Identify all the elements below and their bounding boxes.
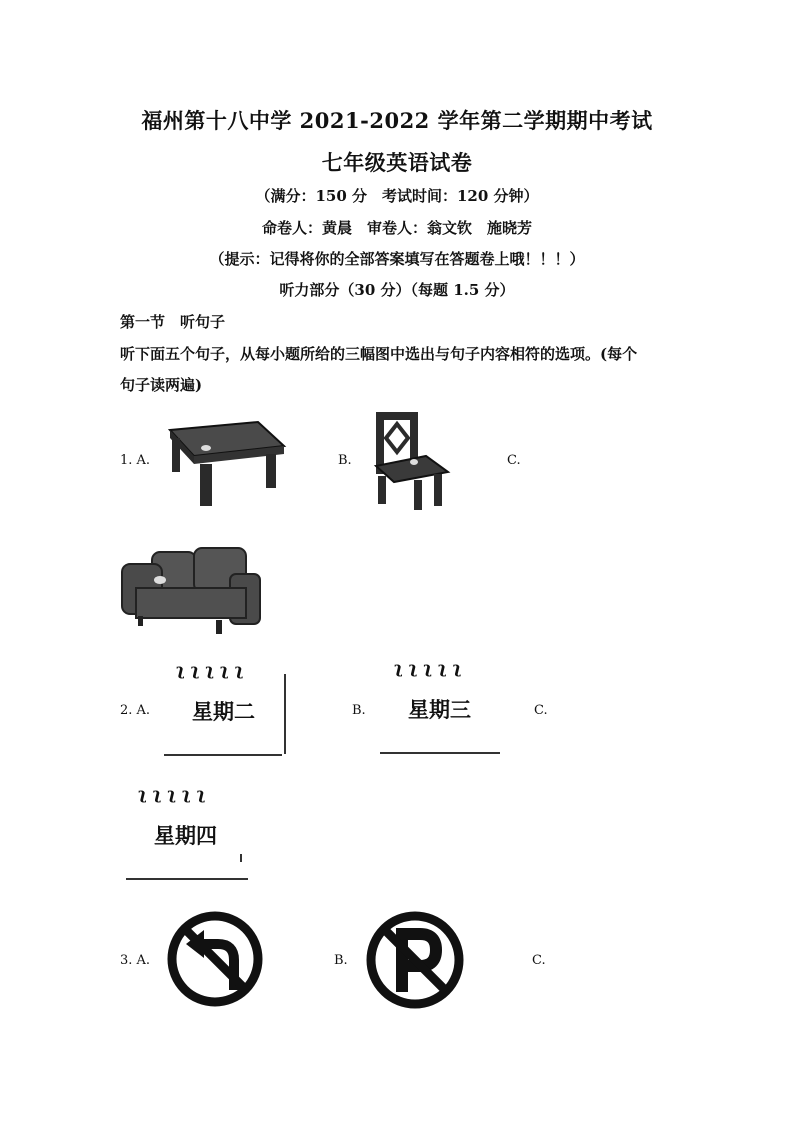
q3-label-c: C. [532, 953, 546, 968]
calendar-thursday [124, 784, 250, 884]
exam-subtitle: 七年级英语试卷 [321, 150, 473, 175]
no-left-turn-icon [164, 910, 266, 1008]
q1-number: 1. A. [120, 453, 151, 468]
q2-label-b: B. [352, 703, 366, 718]
q2-label-c: C. [534, 703, 548, 718]
chair-icon [368, 410, 452, 514]
exam-title: 福州第十八中学 2021-2022 学年第二学期期中考试 [141, 108, 653, 133]
calendar-tuesday [160, 660, 292, 760]
calendar-wednesday [378, 658, 504, 758]
score-time: （满分：150 分 考试时间：120 分钟） [255, 187, 539, 205]
instruction-line-1: 听下面五个句子，从每小题所给的三幅图中选出与句子内容相符的选项。(每个 [120, 345, 638, 363]
q1-label-b: B. [338, 453, 352, 468]
section-heading: 第一节 听句子 [120, 313, 226, 331]
no-parking-icon [362, 910, 468, 1010]
table-icon [158, 418, 288, 510]
listening-heading: 听力部分（30 分）（每题 1.5 分） [279, 281, 515, 299]
q3-label-b: B. [334, 953, 348, 968]
sofa-icon [120, 546, 262, 638]
calendar-rings: ʅʅʅʅʅ [394, 658, 468, 677]
calendar-day-text: 星期四 [154, 824, 217, 848]
instruction-line-2: 句子读两遍) [120, 376, 203, 394]
calendar-rings: ʅʅʅʅʅ [176, 660, 250, 679]
calendar-rings: ʅʅʅʅʅ [138, 784, 212, 803]
q1-label-c: C. [507, 453, 521, 468]
q3-number: 3. A. [120, 953, 151, 968]
calendar-day-text: 星期三 [408, 698, 471, 722]
tip: （提示：记得将你的全部答案填写在答题卷上哦！！！） [209, 250, 585, 268]
q2-number: 2. A. [120, 703, 151, 718]
authors: 命卷人：黄晨 审卷人：翁文钦 施晓芳 [261, 219, 532, 237]
calendar-day-text: 星期二 [192, 700, 255, 724]
